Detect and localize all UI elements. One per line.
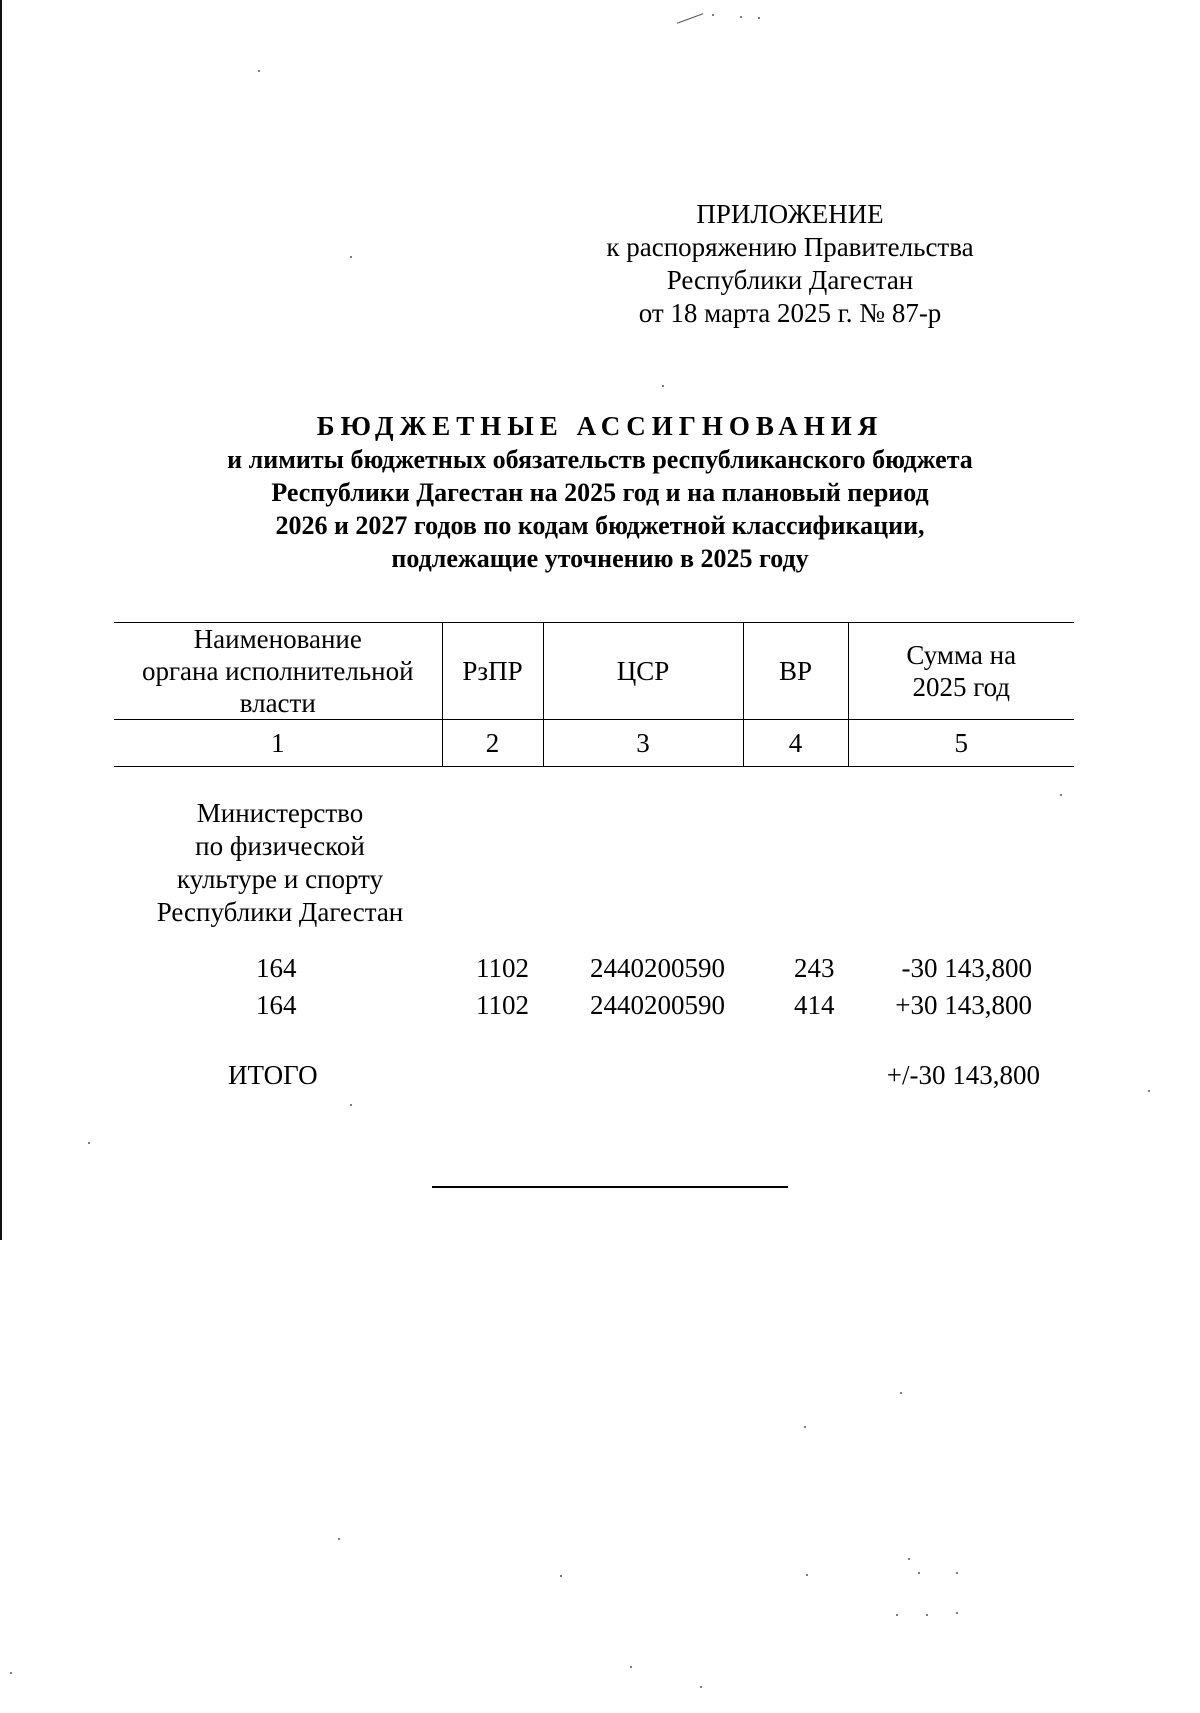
scan-page-edge xyxy=(0,0,2,1240)
table-row xyxy=(0,990,1200,1026)
document-title xyxy=(120,410,1080,575)
header-sum-2025: Сумма на 2025 год xyxy=(848,623,1074,720)
row-vr: 243 xyxy=(794,953,835,983)
row-rzpr: 1102 xyxy=(476,990,529,1020)
title-line-5: подлежащие уточнению в 2025 году xyxy=(391,544,809,573)
appendix-date-number: от 18 марта 2025 г. № 87-р xyxy=(638,298,942,328)
title-line-4: 2026 и 2027 годов по кодам бюджетной классификации, xyxy=(275,511,925,540)
appendix-government: Республики Дагестан xyxy=(666,265,914,295)
table-row xyxy=(0,953,1200,989)
column-number-1: 1 xyxy=(114,720,442,767)
title-main: БЮДЖЕТНЫЕ АССИГНОВАНИЯ xyxy=(316,411,884,441)
row-vr: 414 xyxy=(794,990,835,1020)
header-rzpr: РзПР xyxy=(442,623,543,720)
header-csr: ЦСР xyxy=(543,623,743,720)
row-sum: +30 143,800 xyxy=(895,990,1032,1020)
column-number-row xyxy=(114,720,1074,767)
appendix-reference: к распоряжению Правительства xyxy=(606,232,974,262)
row-sum: -30 143,800 xyxy=(901,953,1032,983)
column-number-5: 5 xyxy=(848,720,1074,767)
appendix-header xyxy=(560,198,1020,330)
ministry-name: Министерство по физической культуре и спорту Республики Дагестан xyxy=(156,798,404,927)
title-line-2: и лимиты бюджетных обязательств республиканского бюджета xyxy=(227,445,973,474)
total-row xyxy=(0,1060,1200,1096)
column-number-4: 4 xyxy=(743,720,848,767)
column-number-2: 2 xyxy=(442,720,543,767)
total-sum: +/-30 143,800 xyxy=(886,1060,1040,1090)
row-csr: 2440200590 xyxy=(590,990,725,1020)
column-number-3: 3 xyxy=(543,720,743,767)
header-authority-name: Наименование органа исполнительной власти xyxy=(114,623,442,720)
closing-divider xyxy=(432,1186,788,1188)
budget-table xyxy=(114,622,1074,767)
row-authority-code: 164 xyxy=(256,990,297,1020)
title-line-3: Республики Дагестан на 2025 год и на плановый период xyxy=(271,478,929,507)
row-csr: 2440200590 xyxy=(590,953,725,983)
row-authority-code: 164 xyxy=(256,953,297,983)
appendix-label: ПРИЛОЖЕНИЕ xyxy=(696,199,884,229)
total-label: ИТОГО xyxy=(228,1060,318,1090)
row-rzpr: 1102 xyxy=(476,953,529,983)
header-vr: ВР xyxy=(743,623,848,720)
table-header-row xyxy=(114,623,1074,720)
